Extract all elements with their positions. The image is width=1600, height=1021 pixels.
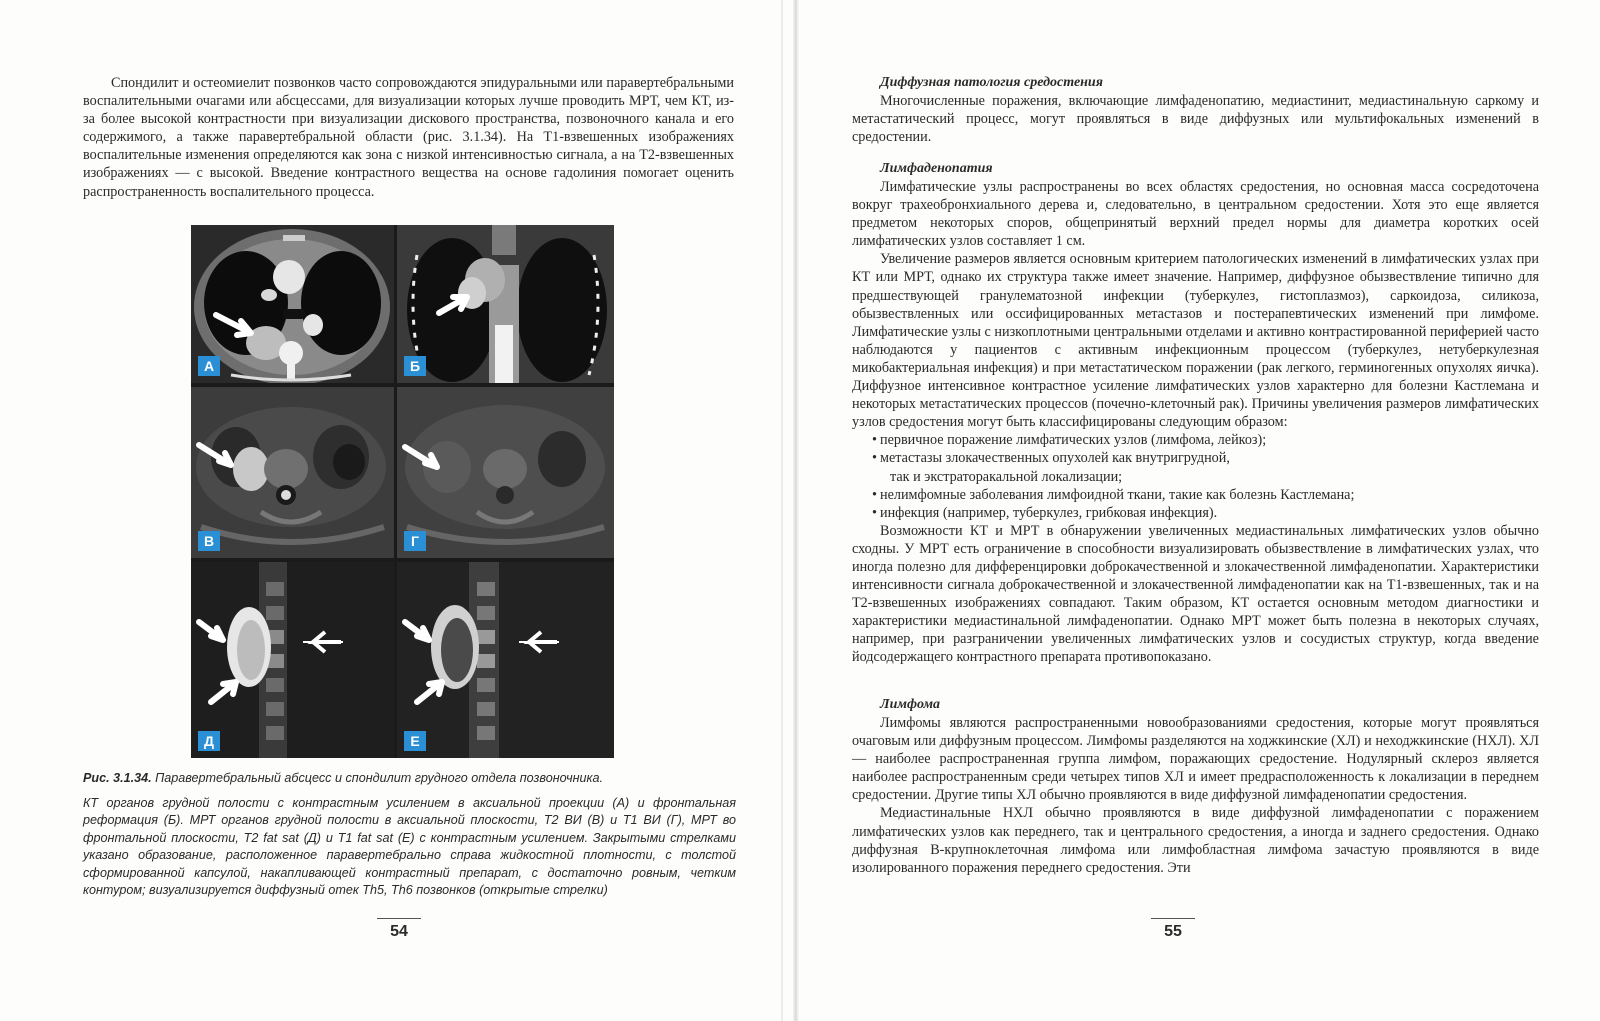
- section-heading-diffuse: Диффузная патология средостения: [880, 75, 1103, 90]
- list-item-text: метастазы злокачественных опухолей как внутригрудной,: [880, 450, 1230, 467]
- page-number-value: 55: [1164, 923, 1182, 940]
- figure-caption-text: КТ органов грудной полости с контрастным усилением в аксиальной проекции (А) и фронтальная реформация (Б). МРТ органов грудной полости в аксиальной плоскости, Т2 ВИ (В) и Т1 ВИ (Г), МРТ во фронтальной плоскости, Т2 fat sat (Д) и Т1 fat sat (Е) с контрастным усилением. Закрытыми стрелками указано образование, расположенное паравертебрально справа жидкостной плотности, с толстой сформированной капсулой, накапливающей контрастный препарат, с достаточно ровным, четким контуром; визуализируется диффузный отек Th5, Th6 позвонков (открытые стрелки): [83, 796, 736, 898]
- panel-label-e: Д: [198, 731, 220, 751]
- page-number-value: 54: [390, 923, 408, 940]
- paragraph-diffuse: Многочисленные поражения, включающие лимфаденопатию, медиастинит, медиастинальную саркому и метастатический процесс, могут проявляться в виде диффузных или мультифокальных изменений в средостении.: [852, 93, 1539, 146]
- panel-label-a: А: [198, 356, 220, 376]
- figure-panel-b: [397, 225, 614, 383]
- figure-panel-c: [191, 387, 394, 558]
- paragraph-size-criteria: Увеличение размеров является основным критерием патологических изменений в лимфатических узлах при КТ или МРТ, однако их структура также имеет значение. Например, диффузное обызвествление типично для предшествующей гранулематозной инфекции (туберкулез, гистоплазмоз), саркоидоза, силикоза, обызвествленных или оссифицированных метастазов и постерапевтических изменений при лимфоме. Лимфатические узлы с низкоплотными центральными отделами и активно контрастированной периферией часто наблюдаются у пациентов с активным инфекционным процессом (туберкулез, нетуберкулезная микобактериальная инфекция) и при метастатическом поражении (рак легкого, герминогенных опухолях яичка). Диффузное интенсивное контрастное усиление лимфатических узлов характерно для болезни Кастлемана и некоторых метастатических процессов (почечно-клеточный рак). Причины увеличения размеров лимфатических узлов средостения могут быть классифицированы следующим образом:: [852, 251, 1539, 431]
- page-number-rule: [377, 918, 421, 919]
- left-page: [0, 0, 793, 1021]
- figure-title: Паравертебральный абсцесс и спондилит грудного отдела позвоночника.: [151, 771, 603, 785]
- list-item: • инфекция (например, туберкулез, грибковая инфекция).: [852, 504, 1539, 522]
- mri-axial-t1-image: [397, 387, 614, 558]
- figure-caption-title: [83, 771, 743, 785]
- panel-label-f: Е: [404, 731, 426, 751]
- section-diffuse: [852, 74, 1539, 146]
- paragraph-nhl: Медиастинальные НХЛ обычно проявляются в виде диффузной лимфаденопатии с поражением лимфатических узлов как переднего, так и центрального средостения, а иногда и заднего средостения. Однако диффузная В-крупноклеточная лимфома или лимфобластная лимфома зачастую проявляются в виде изолированного поражения переднего средостения. Эти: [852, 805, 1539, 876]
- figure-panel-e: [191, 562, 394, 758]
- paragraph-lymph-nodes: Лимфатические узлы распространены во всех областях средостения, но основная масса сосредоточена вокруг трахеобронхиального дерева и, следовательно, в центральном средостении. Хотя это еще является предметом некоторых споров, общепринятый верхний предел нормы для диаметра коротких осей лимфатических узлов составляет 1 см.: [852, 179, 1539, 250]
- figure-panel-d: [397, 387, 614, 558]
- list-item: • нелимфомные заболевания лимфоидной ткани, такие как болезнь Кастлемана;: [852, 486, 1539, 504]
- figure-panel-a: [191, 225, 394, 383]
- list-item-continuation-text: и экстраторакальной локализации;: [913, 468, 1123, 485]
- paragraph-lymphoma: Лимфомы являются распространенными новообразованиями средостения, которые могут проявляться очаговым или диффузным процессом. Лимфомы разделяются на ходжкинские (ХЛ) и неходжкинские (НХЛ). ХЛ — наиболее распространенная группа лимфом, поражающих средостение. Нодулярный склероз является наиболее распространенным среди четырех типов ХЛ и имеет предрасположенность к локализации в переднем средостении. Другие типы ХЛ обычно проявляются в виде диффузной лимфаденопатии средостения.: [852, 715, 1539, 804]
- causes-list: [852, 431, 1539, 521]
- section-heading-lymphoma: Лимфома: [880, 697, 941, 712]
- paragraph-ct-mri: Возможности КТ и МРТ в обнаружении увеличенных медиастинальных лимфатических узлов обычно сходны. У МРТ есть ограничение в способности визуализировать обызвествление в лимфатических узлах, что иногда полезно для дифференцировки доброкачественной и злокачественной лимфаденопатии. Характеристики интенсивности сигнала доброкачественной и злокачественной лимфаденопатии как на Т1-взвешенных, так и на Т2-взвешенных изображениях совпадают. Таким образом, КТ остается основным методом диагностики и характеристики медиастинальной лимфаденопатии. Однако МРТ может быть полезна в некоторых случаях, например, при разграничении увеличенных лимфатических узлов и сосудистых структур, когда введение йодсодержащего контрастного препарата противопоказано.: [852, 522, 1539, 666]
- panel-label-b: Б: [404, 356, 426, 376]
- mri-coronal-t1fs-image: [397, 562, 614, 758]
- panel-label-d: Г: [404, 531, 426, 551]
- page-number-left: [377, 918, 421, 941]
- ct-axial-image: [191, 225, 394, 383]
- ct-coronal-image: [397, 225, 614, 383]
- figure-3-1-34: [191, 225, 614, 758]
- right-page: [799, 0, 1600, 1021]
- list-item-continuation-prefix: так: [890, 468, 910, 485]
- section-lymphadenopathy: [852, 160, 1539, 667]
- page-number-right: [1151, 918, 1195, 941]
- list-item: • первичное поражение лимфатических узлов (лимфома, лейкоз);: [852, 431, 1539, 449]
- mri-coronal-t2fs-image: [191, 562, 394, 758]
- figure-number: Рис. 3.1.34.: [83, 771, 152, 785]
- page-number-rule: [1151, 918, 1195, 919]
- figure-panel-f: [397, 562, 614, 758]
- list-item: [852, 449, 1539, 485]
- section-lymphoma: [852, 696, 1539, 877]
- mri-axial-t2-image: [191, 387, 394, 558]
- panel-label-c: В: [198, 531, 220, 551]
- section-heading-lymphadenopathy: Лимфаденопатия: [880, 161, 993, 176]
- list-item-continuation: [880, 468, 1539, 486]
- intro-paragraph: Спондилит и остеомиелит позвонков часто сопровождаются эпидуральными или паравертебральными воспалительными очагами или абсцессами, для визуализации которых лучше проводить МРТ, чем КТ, из-за более высокой контрастности при визуализации дискового пространства, позвоночного канала и его содержимого, а также паравертебральной области (рис. 3.1.34). На Т1-взвешенных изображениях воспалительные изменения определяются как зона с низкой интенсивностью сигнала, а на Т2-взвешенных изображениях — с высокой. Введение контрастного вещества на основе гадолиния помогает оценить распространенность воспалительного процесса.: [83, 75, 734, 200]
